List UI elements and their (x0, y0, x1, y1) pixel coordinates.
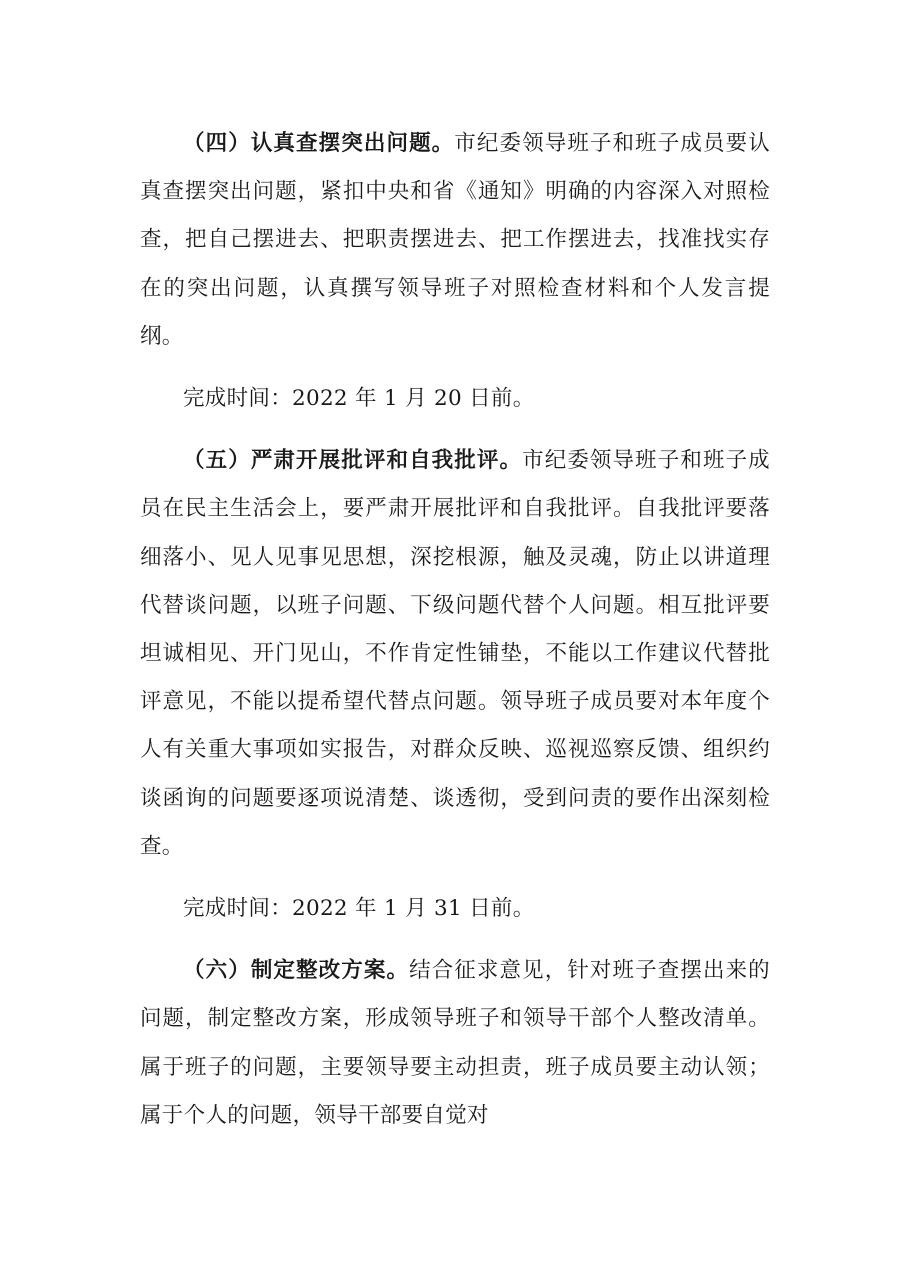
section-5-paragraph (140, 437, 770, 871)
section-4-heading: （四）认真查摆突出问题。 (183, 131, 455, 156)
section-6-paragraph (140, 947, 770, 1140)
section-4-paragraph (140, 120, 770, 361)
section-4-body: 市纪委领导班子和班子成员要认真查摆突出问题，紧扣中央和省《通知》明确的内容深入对照检查，把自己摆进去、把职责摆进去、把工作摆进去，找准找实存在的突出问题，认真撰写领导班子对照检查材料和个人发言提纲。 (140, 131, 770, 349)
section-5-deadline: 完成时间：2022 年 1 月 31 日前。 (183, 896, 535, 922)
section-4-deadline: 完成时间：2022 年 1 月 20 日前。 (183, 386, 535, 412)
section-5-heading: （五）严肃开展批评和自我批评。 (183, 448, 523, 474)
section-5-body: 市纪委领导班子和班子成员在民主生活会上，要严肃开展批评和自我批评。自我批评要落细落小、见人见事见思想，深挖根源，触及灵魂，防止以讲道理代替谈问题，以班子问题、下级问题代替个人问题。相互批评要坦诚相见、开门见山，不作肯定性铺垫，不能以工作建议代替批评意见，不能以提希望代替点问题。领导班子成员要对本年度个人有关重大事项如实报告，对群众反映、巡视巡察反馈、组织约谈函询的问题要逐项说清楚、谈透彻，受到问责的要作出深刻检查。 (140, 448, 770, 859)
document-body (140, 120, 770, 1140)
section-6-heading: （六）制定整改方案。 (183, 958, 410, 984)
section-6-body: 结合征求意见，针对班子查摆出来的问题，制定整改方案，形成领导班子和领导干部个人整改清单。属于班子的问题，主要领导要主动担责，班子成员要主动认领；属于个人的问题，领导干部要自觉对 (140, 958, 770, 1128)
